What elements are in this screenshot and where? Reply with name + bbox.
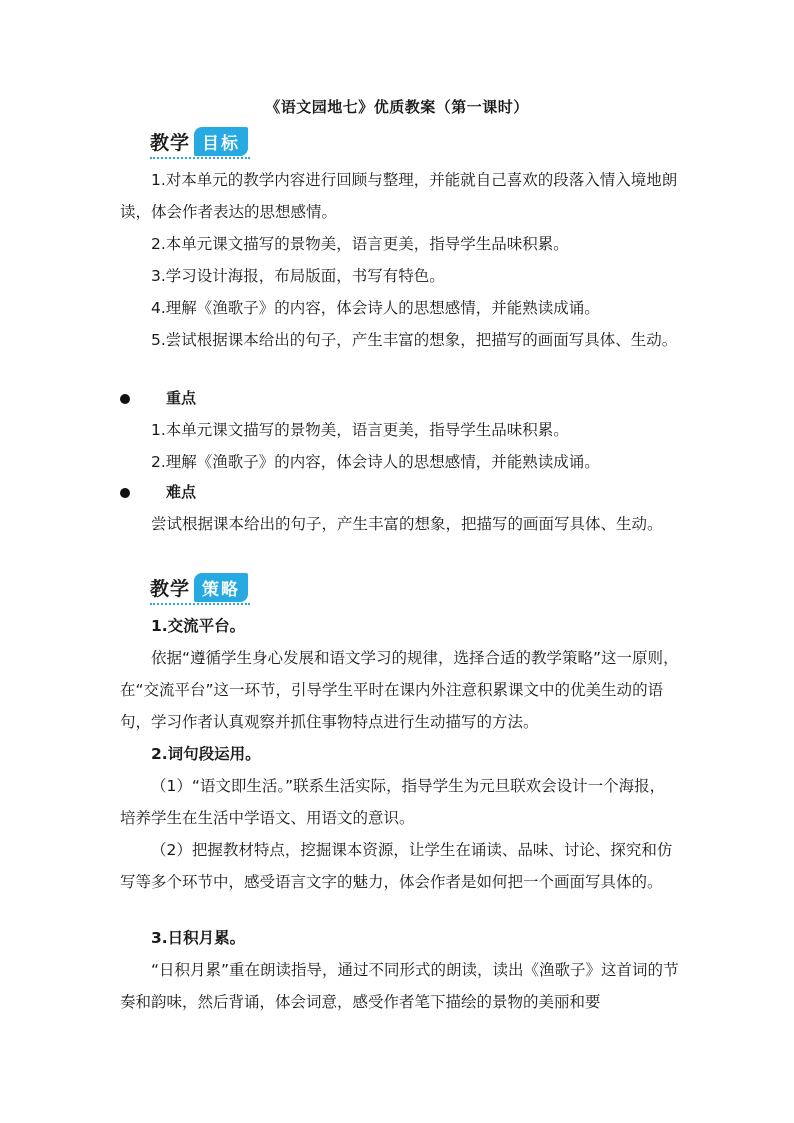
difficult-label: 难点 [166, 483, 197, 501]
strategy-heading-3: 3.日积月累。 [151, 929, 246, 947]
badge-box-text: 策略 [194, 573, 248, 602]
goal-item-4: 4.理解《渔歌子》的内容，体会诗人的思想感情，并能熟读成诵。 [151, 299, 600, 317]
bullet-dot-icon [120, 488, 130, 498]
badge-underline [150, 603, 250, 605]
goal-item-2: 2.本单元课文描写的景物美，语言更美，指导学生品味积累。 [151, 235, 569, 253]
key-label: 重点 [166, 389, 197, 407]
key-point-1: 1.本单元课文描写的景物美，语言更美，指导学生品味积累。 [151, 421, 569, 439]
strategy-heading-1: 1.交流平台。 [151, 617, 246, 635]
badge-dark-text: 教学 [150, 577, 191, 600]
document-title: 《语文园地七》优质教案（第一课时） [265, 98, 529, 116]
strategy-text-3: “日积月累”重在朗读指导，通过不同形式的朗读，读出《渔歌子》这首词的节奏和韵味，然后背诵，体会词意，感受作者笔下描绘的景物的美丽和要 [120, 961, 679, 1011]
difficult-text: 尝试根据课本给出的句子，产生丰富的想象，把描写的画面写具体、生动。 [151, 515, 663, 533]
goal-item-5: 5.尝试根据课本给出的句子，产生丰富的想象，把描写的画面写具体、生动。 [151, 331, 678, 349]
section-badge-strategy [150, 572, 248, 602]
badge-underline [150, 157, 250, 159]
section-badge-goals [150, 126, 248, 156]
strategy-heading-2: 2.词句段运用。 [151, 745, 261, 763]
key-point-2: 2.理解《渔歌子》的内容，体会诗人的思想感情，并能熟读成诵。 [151, 453, 600, 471]
strategy-text-2b: （2）把握教材特点，挖掘课本资源，让学生在诵读、品味、讨论、探究和仿写等多个环节中，感受语言文字的魅力，体会作者是如何把一个画面写具体的。 [120, 841, 673, 891]
badge-dark-text: 教学 [150, 131, 191, 154]
goal-item-1: 1.对本单元的教学内容进行回顾与整理，并能就自己喜欢的段落入情入境地朗读，体会作者表达的思想感情。 [120, 171, 678, 221]
strategy-text-2a: （1）“语文即生活。”联系生活实际，指导学生为元旦联欢会设计一个海报，培养学生在生活中学语文、用语文的意识。 [120, 777, 666, 827]
key-heading [120, 382, 196, 414]
goal-item-3: 3.学习设计海报，布局版面，书写有特色。 [151, 267, 445, 285]
strategy-text-1: 依据“遵循学生身心发展和语文学习的规律，选择合适的教学策略”这一原则，在“交流平台”这一环节，引导学生平时在课内外注意积累课文中的优美生动的语句，学习作者认真观察并抓住事物特点进行生动描写的方法。 [120, 649, 679, 731]
bullet-dot-icon [120, 394, 130, 404]
difficult-heading [120, 476, 196, 508]
badge-box-text: 目标 [194, 127, 248, 156]
